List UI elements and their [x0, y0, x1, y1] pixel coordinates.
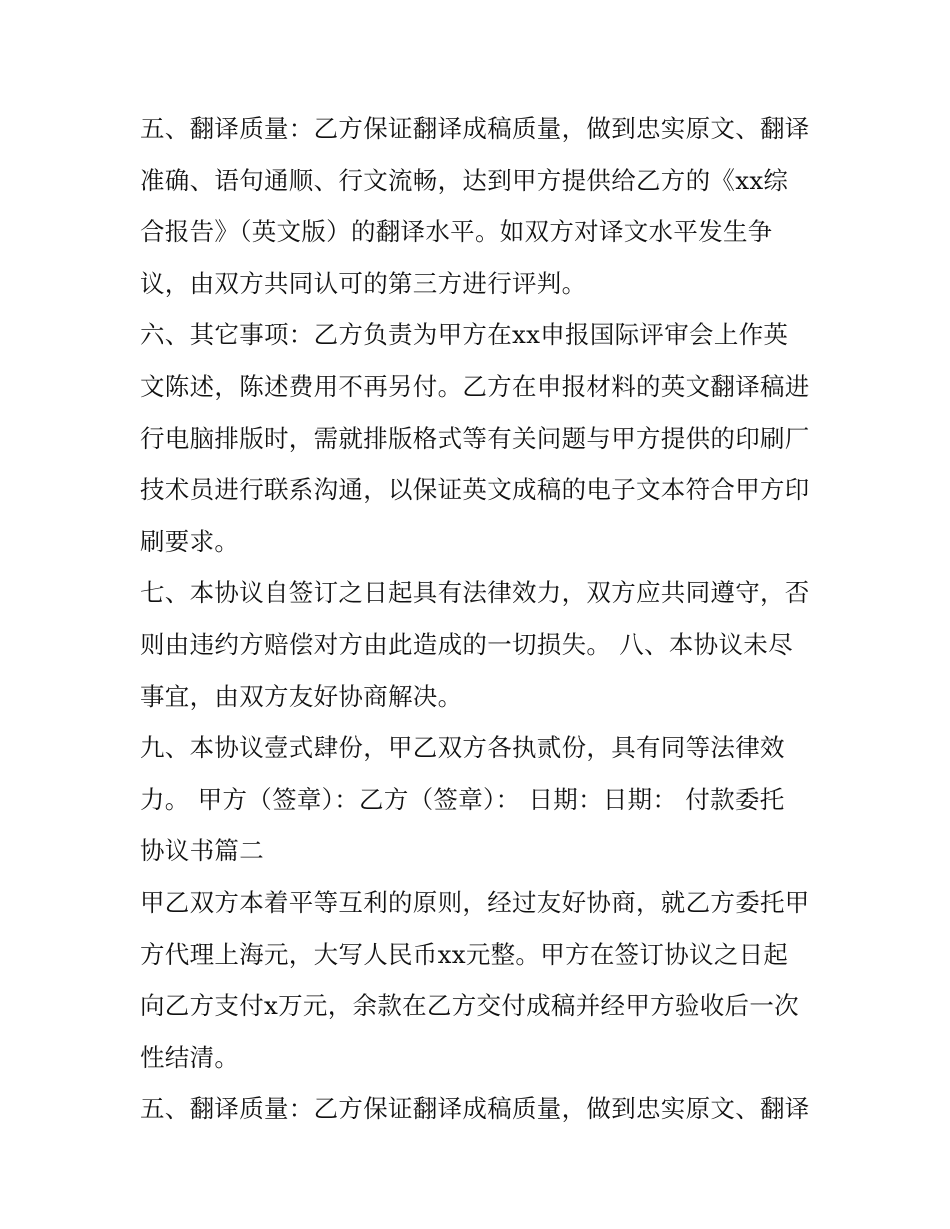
text-line: 刷要求。 [140, 526, 240, 556]
text-line: 文陈述，陈述费用不再另付。乙方在申报材料的英文翻译稿进 [140, 371, 810, 401]
document-body [140, 103, 820, 1135]
text-line: 性结清。 [140, 1042, 240, 1072]
text-line: 力。 甲方（签章）：乙方（签章）： 日期：日期： 付款委托 [140, 784, 785, 814]
text-line: 事宜，由双方友好协商解决。 [140, 681, 463, 711]
text-line: 六、其它事项：乙方负责为甲方在xx申报国际评审会上作英 [140, 320, 789, 350]
text-line: 七、本协议自签订之日起具有法律效力，双方应共同遵守，否 [140, 578, 810, 608]
text-line: 九、本协议壹式肆份，甲乙双方各执贰份，具有同等法律效 [140, 733, 785, 763]
text-line: 合报告》（英文版）的翻译水平。如双方对译文水平发生争 [140, 217, 773, 247]
text-line: 甲乙双方本着平等互利的原则，经过友好协商，就乙方委托甲 [140, 887, 810, 917]
text-line: 则由违约方赔偿对方由此造成的一切损失。 八、本协议未尽 [140, 629, 793, 659]
text-line: 协议书篇二 [140, 836, 264, 866]
text-line: 行电脑排版时，需就排版格式等有关问题与甲方提供的印刷厂 [140, 423, 810, 453]
text-line: 五、翻译质量：乙方保证翻译成稿质量，做到忠实原文、翻译 [140, 1094, 810, 1124]
text-line: 技术员进行联系沟通，以保证英文成稿的电子文本符合甲方印 [140, 475, 810, 505]
text-line: 向乙方支付x万元，余款在乙方交付成稿并经甲方验收后一次 [140, 991, 799, 1021]
text-line: 方代理上海元，大写人民币xx元整。甲方在签订协议之日起 [140, 939, 789, 969]
text-line: 准确、语句通顺、行文流畅，达到甲方提供给乙方的《xx综 [140, 165, 789, 195]
text-line: 议，由双方共同认可的第三方进行评判。 [140, 268, 587, 298]
text-line: 五、翻译质量：乙方保证翻译成稿质量，做到忠实原文、翻译 [140, 114, 810, 143]
